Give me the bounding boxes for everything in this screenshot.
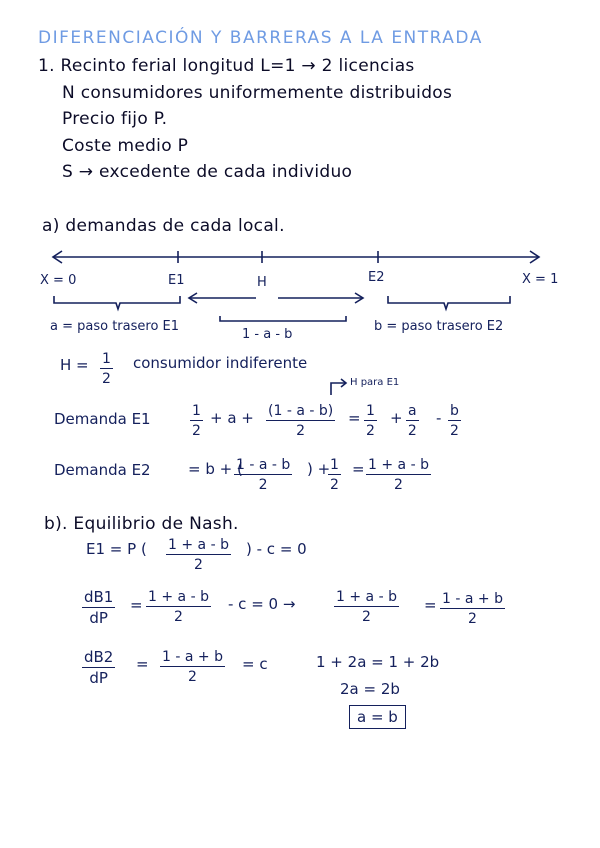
db2-num: dB2 [84, 648, 114, 666]
db1-frac-1 [146, 590, 211, 624]
result-boxed: a = b [349, 705, 406, 729]
part-a-heading: a) demandas de cada local. [42, 216, 285, 236]
dem1-label: Demanda E1 [54, 410, 151, 428]
dem1-f3-den: 2 [366, 423, 375, 439]
dem2-f2-num: 1 [330, 457, 339, 473]
intro-line-2: N consumidores uniformemente distribuidos [62, 83, 453, 103]
db2-f1-den: 2 [188, 669, 197, 685]
dem1-minus: - [436, 409, 442, 427]
db1-f2-den: 2 [362, 609, 371, 625]
db1-frac-3 [440, 592, 505, 626]
h-eq-den: 2 [102, 371, 111, 387]
brace-a [54, 296, 180, 309]
brace-a-label: a = paso trasero E1 [50, 319, 180, 334]
dem1-f5-den: 2 [449, 423, 459, 439]
dem2-f2-den: 2 [330, 477, 339, 493]
dem2-f3-den: 2 [394, 477, 403, 493]
intro-line-3: Precio fijo P. [62, 109, 168, 129]
dem1-frac-1 [190, 404, 203, 438]
dem1-f4-den: 2 [407, 423, 417, 439]
page-title: DIFERENCIACIÓN Y BARRERAS A LA ENTRADA [38, 28, 483, 48]
dem1-f5-num: b [450, 403, 459, 419]
db1-num: dB1 [84, 588, 114, 606]
dem1-f3-num: 1 [366, 403, 375, 419]
brace-b [388, 296, 510, 309]
h-eq-fraction [100, 352, 113, 386]
dem1-frac-2 [266, 404, 335, 438]
brace-middle-label: 1 - a - b [242, 327, 293, 342]
db2-den: dP [89, 669, 108, 687]
brace-middle [220, 316, 346, 321]
e1-den: 2 [194, 557, 203, 573]
dem1-f1-num: 1 [192, 403, 201, 419]
db1-f2-num: 1 + a - b [336, 589, 397, 605]
h-note-label: H para E1 [350, 377, 400, 388]
axis-label-x1: X = 1 [522, 272, 559, 287]
db1-eq2: = [424, 596, 437, 614]
db1-eq: = [130, 596, 143, 614]
dem2-f3-num: 1 + a - b [368, 457, 429, 473]
h-eq-lhs: H = [60, 356, 89, 374]
db1-f3-den: 2 [468, 611, 477, 627]
axis-label-e2: E2 [368, 270, 385, 285]
dem1-frac-3 [364, 404, 377, 438]
db1-f3-num: 1 - a + b [442, 591, 503, 607]
dem2-frac-1 [234, 458, 292, 492]
db2-f1-num: 1 - a + b [162, 649, 223, 665]
e1-post: ) - c = 0 [246, 540, 307, 558]
dem1-plus: + [390, 409, 403, 427]
h-eq-num: 1 [102, 351, 111, 367]
db1-den: dP [89, 609, 108, 627]
dem1-frac-5 [448, 404, 461, 438]
db1-derivative [82, 590, 115, 626]
e1-pre: E1 = P ( [86, 540, 147, 558]
e1-fraction [166, 538, 231, 572]
dem2-pre: = b + ( [188, 460, 243, 478]
dem2-f1-num: 1 - a - b [236, 457, 291, 473]
part-b-heading: b). Equilibrio de Nash. [44, 514, 239, 534]
dem1-f1-den: 2 [192, 423, 201, 439]
db1-post: - c = 0 → [228, 595, 296, 613]
axis-label-x0: X = 0 [40, 273, 77, 288]
db2-post: = c [242, 655, 268, 673]
dem2-mid: ) + [307, 460, 331, 478]
db1-f1-num: 1 + a - b [148, 589, 209, 605]
dem2-label: Demanda E2 [54, 461, 151, 479]
dem1-frac-4 [406, 404, 419, 438]
db1-frac-2 [334, 590, 399, 624]
db1-f1-den: 2 [174, 609, 183, 625]
db2-frac-1 [160, 650, 225, 684]
db2-derivative [82, 650, 115, 686]
dem1-f4-num: a [408, 403, 417, 419]
intro-line-5: S → excedente de cada individuo [62, 162, 353, 182]
result-line-1: 1 + 2a = 1 + 2b [316, 653, 440, 671]
axis-label-h: H [257, 275, 267, 290]
dem1-plus-a: + a + [210, 409, 254, 427]
e1-num: 1 + a - b [168, 537, 229, 553]
dem1-f2-den: 2 [296, 423, 306, 439]
intro-line-4: Coste medio P [62, 136, 189, 156]
result-line-2: 2a = 2b [340, 680, 400, 698]
intro-line-1: 1. Recinto ferial longitud L=1 → 2 licencias [38, 56, 415, 76]
dem2-frac-2 [328, 458, 341, 492]
dem1-eq: = [348, 409, 361, 427]
dem1-f2-num: (1 - a - b) [268, 403, 334, 419]
db2-eq: = [136, 655, 149, 673]
dem2-eq: = [352, 460, 365, 478]
dem2-f1-den: 2 [258, 477, 268, 493]
axis-label-e1: E1 [168, 273, 185, 288]
dem2-frac-3 [366, 458, 431, 492]
brace-b-label: b = paso trasero E2 [374, 319, 504, 334]
h-eq-text: consumidor indiferente [133, 354, 308, 372]
